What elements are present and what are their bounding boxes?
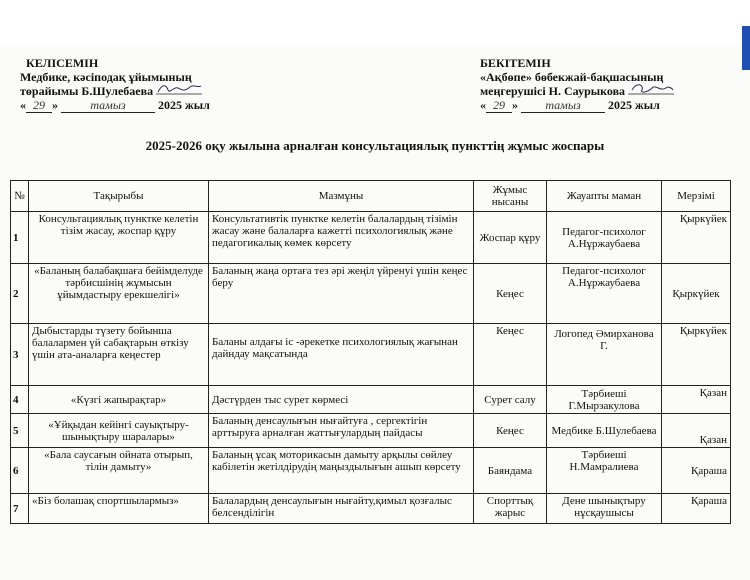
cell-topic: «Ұйқыдан кейінгі сауықтыру-шынықтыру шаралары» xyxy=(29,414,209,448)
approval-left-title: КЕЛІСЕМІН xyxy=(26,56,99,70)
approval-right-day: 29 xyxy=(486,98,512,113)
cell-topic: «Баланың балабақшаға бейімделуде тәрбисшінің жұмысын ұйымдастыру ерекшелігі» xyxy=(29,264,209,324)
cell-content: Баланың жаңа ортаға тез әрі жеңіл үйренуі үшін кеңес беру xyxy=(209,264,474,324)
cell-responsible: Медбике Б.Шулебаева xyxy=(547,414,662,448)
cell-content: Дәстүрден тыс сурет көрмесі xyxy=(209,386,474,414)
approval-left-line2: төрайымы Б.Шулебаева xyxy=(20,84,154,98)
approval-block-left xyxy=(20,56,280,113)
cell-num: 6 xyxy=(11,448,29,494)
cell-topic: «Бала саусағын ойната отырып, тілін дамыту» xyxy=(29,448,209,494)
cell-form: Кеңес xyxy=(474,414,547,448)
cell-deadline: Қараша xyxy=(662,494,731,524)
approval-right-title: БЕКІТЕМІН xyxy=(480,56,551,70)
table-row xyxy=(11,386,731,414)
signature-shulebaeva xyxy=(156,85,202,95)
scan-top-margin xyxy=(0,0,750,44)
cell-deadline: Қыркүйек xyxy=(662,212,731,264)
cell-num: 1 xyxy=(11,212,29,264)
cell-content: Консультативтік пунктке келетін балалардың тізімін жасау және балаларға кажетті психологиялық және педагогикалық көмек көрсету xyxy=(209,212,474,264)
cell-form: Баяндама xyxy=(474,448,547,494)
signature-saurykova xyxy=(628,85,674,95)
approval-right-line1: «Ақбөпе» бөбекжай-бақшасының xyxy=(480,70,664,84)
table-header-row xyxy=(11,181,731,212)
header-deadline: Мерзімі xyxy=(662,181,731,212)
approval-left-year: 2025 жыл xyxy=(158,98,210,112)
work-plan-table xyxy=(10,180,731,524)
cell-form: Кеңес xyxy=(474,264,547,324)
approval-right-month: тамыз xyxy=(521,98,605,113)
cell-content: Балалардың денсаулығын нығайту,қимыл қозғалыс белсенділігін xyxy=(209,494,474,524)
header-num: № xyxy=(11,181,29,212)
cell-responsible: Тәрбиеші Г.Мырзакулова xyxy=(547,386,662,414)
approval-right-date: « 29 » тамыз 2025 жыл xyxy=(480,98,660,112)
header-content: Мазмұны xyxy=(209,181,474,212)
approval-left-day: 29 xyxy=(26,98,52,113)
cell-num: 5 xyxy=(11,414,29,448)
approval-left-date: « 29 » тамыз 2025 жыл xyxy=(20,98,210,112)
page-title: 2025-2026 оқу жылына арналған консультациялық пункттің жұмыс жоспары xyxy=(145,138,605,153)
cell-deadline: Қараша xyxy=(662,448,731,494)
cell-content: Баланың денсаулығын нығайтуға , сергектігін арттыруға арналған жаттығулардың пайдасы xyxy=(209,414,474,448)
cell-num: 7 xyxy=(11,494,29,524)
header-form: Жұмыс нысаны xyxy=(474,181,547,212)
header-responsible: Жауапты маман xyxy=(547,181,662,212)
cell-form: Жоспар құру xyxy=(474,212,547,264)
cell-num: 3 xyxy=(11,324,29,386)
cell-content: Баланы алдағы іс -әрекетке психологиялық жағынан дайндау мақсатында xyxy=(209,324,474,386)
header-topic: Тақырыбы xyxy=(29,181,209,212)
cell-responsible: Тәрбиеші Н.Мамралиева xyxy=(547,448,662,494)
cell-num: 4 xyxy=(11,386,29,414)
cell-deadline: Қыркүйек xyxy=(662,324,731,386)
cell-num: 2 xyxy=(11,264,29,324)
table-row xyxy=(11,324,731,386)
table-row xyxy=(11,212,731,264)
cell-responsible: Дене шынықтыру нұсқаушысы xyxy=(547,494,662,524)
cell-topic: Дыбыстарды түзету бойынша балалармен үй сабақтарын өткізу үшін ата-аналарға кеңестер xyxy=(29,324,209,386)
approval-left-month: тамыз xyxy=(61,98,155,113)
table-row xyxy=(11,414,731,448)
scan-edge-mark xyxy=(742,26,750,70)
cell-deadline: Қазан xyxy=(662,386,731,414)
cell-responsible: Педагог-психолог А.Нұржаубаева xyxy=(547,264,662,324)
cell-topic: «Күзгі жапырақтар» xyxy=(29,386,209,414)
approval-right-year: 2025 жыл xyxy=(608,98,660,112)
cell-deadline: Қыркүйек xyxy=(662,264,731,324)
approval-block-right xyxy=(480,56,740,113)
table-row xyxy=(11,494,731,524)
cell-topic: Консультациялық пунктке келетін тізім жасау, жоспар құру xyxy=(29,212,209,264)
approval-right-line2: меңгерушісі Н. Саурыкова xyxy=(480,84,626,98)
cell-content: Баланың ұсақ моторикасын дамыту арқылы сөйлеу кабілетін жетілдірудің маңыздылығын ашып көрсету xyxy=(209,448,474,494)
cell-responsible: Педагог-психолог А.Нұржаубаева xyxy=(547,212,662,264)
approval-left-line2-row xyxy=(20,84,280,98)
cell-responsible: Логопед Әмирханова Г. xyxy=(547,324,662,386)
table-row xyxy=(11,448,731,494)
cell-form: Сурет салу xyxy=(474,386,547,414)
cell-form: Спорттық жарыс xyxy=(474,494,547,524)
cell-form: Кеңес xyxy=(474,324,547,386)
table-row xyxy=(11,264,731,324)
approval-right-line2-row xyxy=(480,84,740,98)
approval-left-line1: Медбике, кәсіподақ ұйымының xyxy=(20,70,192,84)
cell-deadline: Қазан xyxy=(662,414,731,448)
cell-topic: «Біз болашақ спортшылармыз» xyxy=(29,494,209,524)
